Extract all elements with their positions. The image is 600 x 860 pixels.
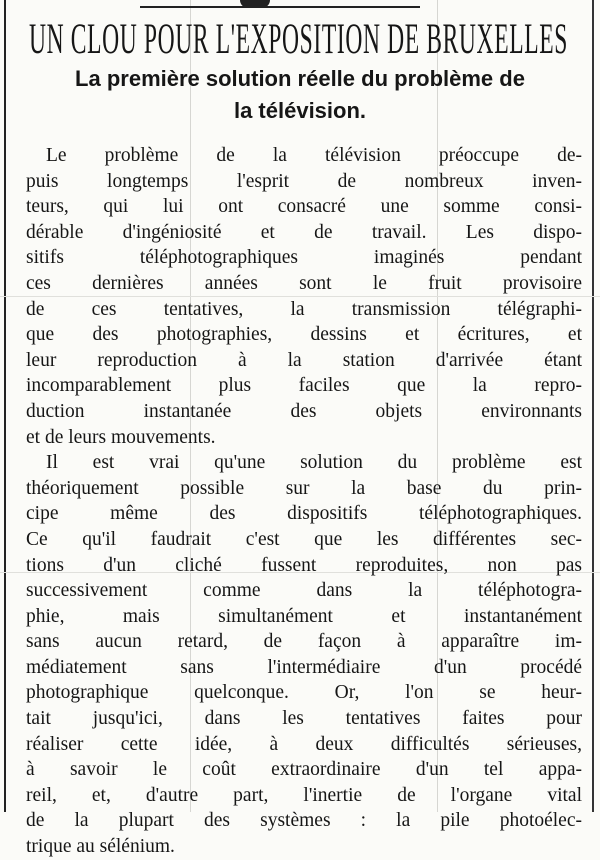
body-line: puis longtemps l'esprit de nombreux inven- bbox=[26, 170, 582, 192]
article-body bbox=[26, 143, 582, 860]
body-line: photographique quelconque. Or, l'on se heur- bbox=[26, 682, 582, 704]
body-line: trique au sélénium. bbox=[26, 836, 175, 858]
body-line: sans aucun retard, de façon à apparaître im- bbox=[26, 631, 582, 653]
body-line: que des photographies, dessins et écritures, et bbox=[26, 324, 582, 346]
body-line: leur reproduction à la station d'arrivée étant bbox=[26, 349, 582, 371]
body-line: reil, et, d'autre part, l'inertie de l'organe vital bbox=[26, 784, 582, 806]
body-line: théoriquement possible sur la base du prin- bbox=[26, 477, 582, 499]
article-headline bbox=[18, 14, 578, 64]
body-line: et de leurs mouvements. bbox=[26, 426, 216, 448]
body-line: ces dernières années sont le fruit provisoire bbox=[26, 272, 582, 294]
body-line: tait jusqu'ici, dans les tentatives faites pour bbox=[26, 708, 582, 730]
header-ornament-knot bbox=[240, 0, 270, 8]
body-line: incomparablement plus faciles que la repro- bbox=[26, 375, 582, 397]
body-line: Le problème de la télévision préoccupe de- bbox=[46, 145, 582, 166]
column-rule-left bbox=[4, 0, 6, 812]
subheadline-line: La première solution réelle du problème de bbox=[75, 66, 525, 91]
header-ornament bbox=[140, 0, 420, 8]
body-line: Il est vrai qu'une solution du problème est bbox=[46, 452, 582, 474]
body-line: de ces tentatives, la transmission télégraphi- bbox=[26, 298, 582, 320]
body-line: teurs, qui lui ont consacré une somme consi- bbox=[26, 196, 582, 218]
body-line: cipe même des dispositifs téléphotographiques. bbox=[26, 503, 582, 525]
body-line: réaliser cette idée, à deux difficultés sérieuses, bbox=[26, 733, 582, 755]
body-line: médiatement sans l'intermédiaire d'un procédé bbox=[26, 656, 582, 678]
subheadline-line: la télévision. bbox=[233, 98, 367, 123]
body-line: phie, mais simultanément et instantanément bbox=[26, 605, 582, 627]
body-line: successivement comme dans la téléphotogra- bbox=[26, 580, 582, 602]
body-line: dérable d'ingéniosité et de travail. Les dispo- bbox=[26, 221, 582, 243]
column-rule-right bbox=[592, 0, 594, 812]
body-line: tions d'un cliché fussent reproduites, non pas bbox=[26, 554, 582, 576]
body-line: à savoir le coût extraordinaire d'un tel appa- bbox=[26, 759, 582, 781]
body-line: duction instantanée des objets environnants bbox=[26, 400, 582, 422]
body-line: Ce qu'il faudrait c'est que les différentes sec- bbox=[26, 528, 582, 550]
body-line: sitifs téléphotographiques imaginés pendant bbox=[26, 247, 582, 269]
body-line: de la plupart des systèmes : la pile photoélec- bbox=[26, 810, 582, 832]
headline-text: UN CLOU POUR L'EXPOSITION DE BRUXELLES bbox=[29, 15, 568, 64]
